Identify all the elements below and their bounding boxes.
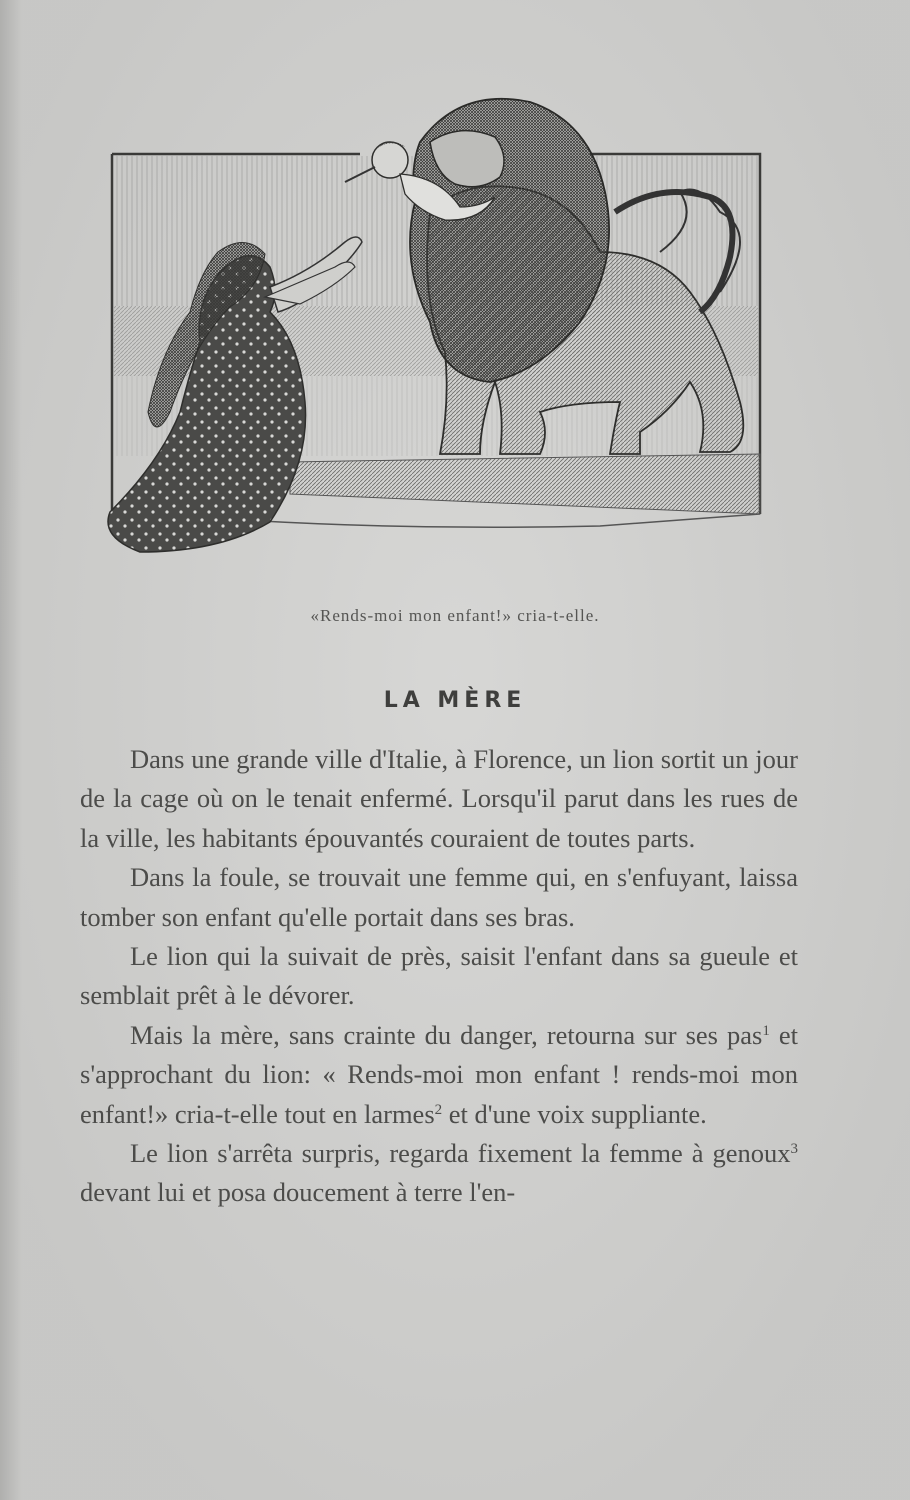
- paragraph: [80, 740, 798, 858]
- paragraph-text: et s'approchant du lion: « Rends-moi mon enfant ! rends-moi mon enfant!» cria-t-elle tout en larmes: [80, 1019, 799, 1129]
- paragraph-text: Le lion qui la suivait de près, saisit l'enfant dans sa gueule et semblait prêt à le dévorer.: [80, 941, 798, 1011]
- spine-shadow: [0, 0, 22, 1500]
- paragraph: [80, 1134, 798, 1213]
- engraving-illustration: [100, 82, 772, 582]
- paragraph-text: Mais la mère, sans crainte du danger, retourna sur ses pas: [130, 1019, 763, 1050]
- paragraph: [80, 937, 798, 1016]
- footnote-marker: 2: [434, 1101, 443, 1118]
- story-body: [80, 740, 798, 1213]
- paragraph: [80, 858, 798, 937]
- paragraph-text: Le lion s'arrêta surpris, regarda fixement la femme à genoux: [130, 1138, 791, 1169]
- paragraph-text: Dans une grande ville d'Italie, à Florence, un lion sortit un jour de la cage où on le tenait enfermé. Lorsqu'il parut dans les rues de la ville, les habitants épouvantés couraient de toutes parts.: [80, 744, 798, 853]
- paragraph-text: devant lui et posa doucement à terre l'en-: [80, 1177, 516, 1208]
- paragraph: [80, 1016, 798, 1134]
- story-title: LA MÈRE: [383, 688, 527, 713]
- illustration-caption: «Rends-moi mon enfant!» cria-t-elle.: [310, 606, 600, 625]
- footnote-marker: 3: [790, 1141, 798, 1158]
- mother-and-lion-engraving: [100, 82, 772, 582]
- footnote-marker: 1: [762, 1022, 770, 1039]
- paragraph-text: Dans la foule, se trouvait une femme qui, en s'enfuyant, laissa tomber son enfant qu'elle portait dans ses bras.: [80, 862, 798, 932]
- paragraph-text: et d'une voix suppliante.: [442, 1098, 707, 1129]
